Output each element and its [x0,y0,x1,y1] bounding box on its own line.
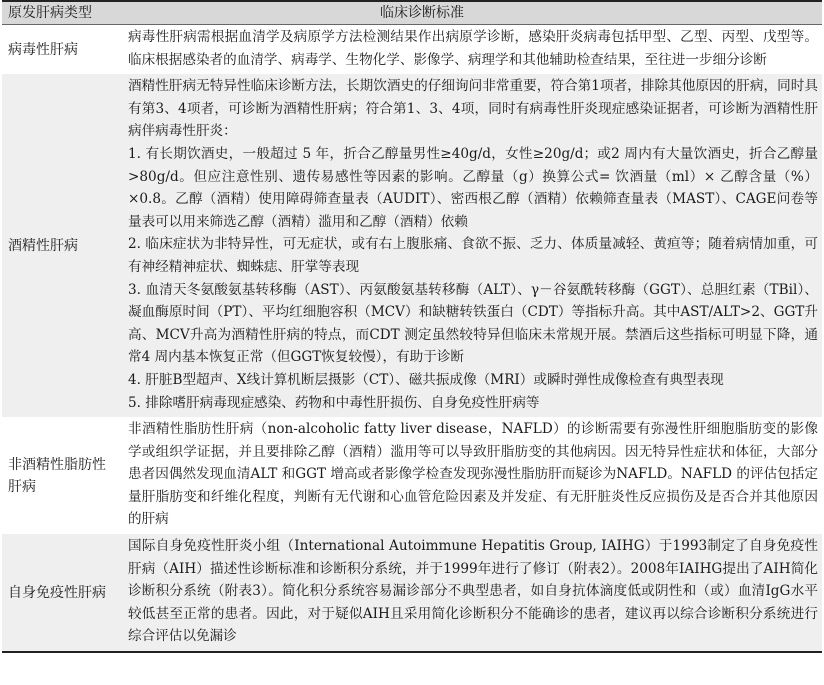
criteria-item-3: 3. 血清天冬氨酸氨基转移酶（AST）、丙氨酸氨基转移酶（ALT）、γ－谷氨酰转移酶（GGT）、总胆红素（TBil）、凝血酶原时间（PT）、平均红细胞容积（MCV）和缺糖转铁蛋白（CDT）等指标升高。其中AST/ALT>2、GGT升高、MCV升高为酒精性肝病的特点，而CDT 测定虽然较特异但临床未常规开展。禁酒后这些指标可明显下降，通常4 周内基本恢复正常（但GGT恢复较慢），有助于诊断 [128,281,818,366]
criteria-cell [122,74,822,417]
disease-type-cell: 非酒精性脂肪性肝病 [8,456,106,495]
header-disease-type: 原发肝病类型 [8,5,92,21]
criteria-item-1: 1. 有长期饮酒史，一般超过 5 年，折合乙醇量男性≥40g/d，女性≥20g/d；或2 周内有大量饮酒史，折合乙醇量>80g/d。但应注意性别、遗传易感性等因素的影响。乙醇量（g）换算公式= 饮酒量（ml）× 乙醇含量（%）×0.8。乙醇（酒精）使用障碍筛查量表（AUDIT）、密西根乙醇（酒精）依赖筛查量表（MAST）、CAGE问卷等量表可以用来筛选乙醇（酒精）滥用和乙醇（酒精）依赖 [128,145,818,230]
disease-type-cell: 自身免疫性肝病 [8,584,106,601]
criteria-cell [122,25,822,74]
table-row-nafld [2,417,822,534]
disease-type-cell: 酒精性肝病 [8,237,78,254]
criteria-paragraph: 国际自身免疫性肝炎小组（International Autoimmune Hepatitis Group, IAIHG）于1993制定了自身免疫性肝病（AIH）描述性诊断标准和诊断积分系统，并于1999年进行了修订（附表2）。2008年IAIHG提出了AIH简化诊断积分系统（附表3）。简化积分系统容易漏诊部分不典型患者，如自身抗体滴度低或阴性和（或）血清IgG水平较低甚至正常的患者。因此，对于疑似AIH且采用简化诊断积分不能确诊的患者，建议再以综合诊断积分系统进行综合评估以免漏诊 [128,538,818,645]
table-row-autoimmune-liver-disease [2,534,822,651]
criteria-cell [122,534,822,651]
criteria-cell [122,417,822,534]
table-row-alcoholic-liver-disease [2,74,822,417]
criteria-paragraph: 酒精性肝病无特异性临床诊断方法，长期饮酒史的仔细询问非常重要，符合第1项者，排除其他原因的肝病，同时具有第3、4项者，可诊断为酒精性肝病；符合第1、3、4项，同时有病毒性肝炎现症感染证据者，可诊断为酒精性肝病伴病毒性肝炎： [128,78,818,140]
criteria-item-2: 2. 临床症状为非特异性，可无症状，或有右上腹胀痛、食欲不振、乏力、体质量减轻、黄疸等；随着病情加重，可有神经精神症状、蜘蛛痣、肝掌等表现 [128,236,818,275]
criteria-item-5: 5. 排除嗜肝病毒现症感染、药物和中毒性肝损伤、自身免疫性肝病等 [128,394,540,411]
criteria-paragraph: 病毒性肝病需根据血清学及病原学方法检测结果作出病原学诊断，感染肝炎病毒包括甲型、乙型、丙型、戊型等。临床根据感染者的血清学、病毒学、生物化学、影像学、病理学和其他辅助检查结果，至往进一步细分诊断 [128,29,818,68]
header-diagnostic-criteria: 临床诊断标准 [380,5,464,21]
diagnosis-criteria-table [2,0,822,653]
criteria-paragraph: 非酒精性脂肪性肝病（non-alcoholic fatty liver disease，NAFLD）的诊断需要有弥漫性肝细胞脂肪变的影像学或组织学证据，并且要排除乙醇（酒精）滥用等可以导致肝脂肪变的其他病因。因无特异性症状和体征，大部分患者因偶然发现血清ALT 和GGT 增高或者影像学检查发现弥漫性脂肪肝而疑诊为NAFLD。NAFLD 的评估包括定量肝脂肪变和纤维化程度，判断有无代谢和心血管危险因素及并发症、有无肝脏炎性反应损伤及是否合并其他原因的肝病 [128,421,818,528]
criteria-item-4: 4. 肝脏B型超声、X线计算机断层摄影（CT）、磁共振成像（MRI）或瞬时弹性成像检查有典型表现 [128,371,724,388]
disease-type-cell: 病毒性肝病 [8,41,78,58]
table-header-row [2,2,822,25]
table-row-viral-hepatitis [2,25,822,74]
